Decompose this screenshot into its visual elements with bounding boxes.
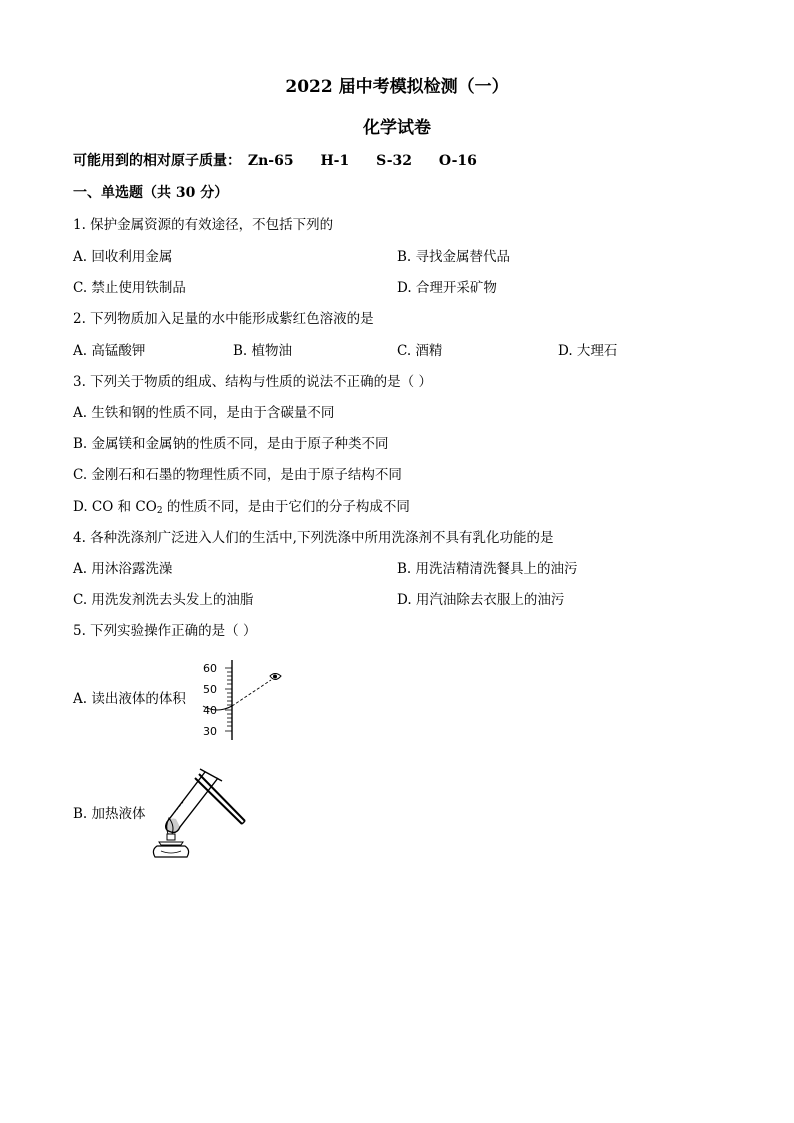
atomic-mass-h: H-1: [320, 153, 350, 169]
q3-option-c: C. 金刚石和石墨的物理性质不同，是由于原子结构不同: [73, 467, 402, 483]
q3-option-d-sub: 2: [156, 506, 163, 516]
section-title: 一、单选题（共 30 分）: [73, 185, 229, 201]
q1-option-a: A. 回收利用金属: [73, 249, 173, 265]
q4-option-b: B. 用洗洁精清洗餐具上的油污: [397, 561, 578, 577]
q1-option-c: C. 禁止使用铁制品: [73, 280, 186, 296]
test-tube: [165, 769, 222, 832]
atomic-mass-label: 可能用到的相对原子质量：: [73, 153, 241, 169]
q4-option-a: A. 用沐浴露洗澡: [73, 561, 173, 577]
graduated-cylinder-diagram: [195, 656, 295, 746]
q3-option-d: [73, 495, 410, 516]
q5-option-a: A. 读出液体的体积: [73, 691, 186, 707]
question-3-stem: 3. 下列关于物质的组成、结构与性质的说法不正确的是（ ）: [73, 374, 432, 390]
q2-option-b: B. 植物油: [233, 343, 293, 359]
question-4-stem: 4. 各种洗涤剂广泛进入人们的生活中,下列洗涤中所用洗涤剂不具有乳化功能的是: [73, 530, 554, 546]
exam-subtitle: 化学试卷: [363, 118, 431, 138]
atomic-mass-s: S-32: [376, 153, 413, 169]
cylinder-tick-30: 30: [203, 725, 217, 738]
cylinder-scale-marks: [225, 668, 232, 731]
cylinder-tick-50: 50: [203, 683, 217, 696]
q2-option-a: A. 高锰酸钾: [73, 343, 146, 359]
q2-option-d: D. 大理石: [558, 343, 618, 359]
question-1-stem: 1. 保护金属资源的有效途径，不包括下列的: [73, 217, 334, 233]
cylinder-tick-60: 60: [203, 662, 217, 675]
q3-option-d-post: 的性质不同，是由于它们的分子构成不同: [162, 499, 410, 515]
q1-option-d: D. 合理开采矿物: [397, 280, 497, 296]
q4-option-d: D. 用汽油除去衣服上的油污: [397, 592, 565, 608]
exam-title: 2022 届中考模拟检测（一）: [285, 77, 509, 97]
sight-line: [232, 680, 271, 706]
q5-option-b: B. 加热液体: [73, 806, 146, 822]
atomic-mass-o: O-16: [438, 153, 477, 169]
atomic-mass-line: [73, 150, 499, 170]
q1-option-b: B. 寻找金属替代品: [397, 249, 511, 265]
eye-icon: [270, 674, 281, 680]
cylinder-tick-40: 40: [203, 704, 217, 717]
q3-option-a: A. 生铁和钢的性质不同，是由于含碳量不同: [73, 405, 335, 421]
q3-option-d-pre: D. CO 和 CO: [73, 499, 157, 515]
question-2-stem: 2. 下列物质加入足量的水中能形成紫红色溶液的是: [73, 311, 374, 327]
q3-option-b: B. 金属镁和金属钠的性质不同，是由于原子种类不同: [73, 436, 389, 452]
q4-option-c: C. 用洗发剂洗去头发上的油脂: [73, 592, 254, 608]
q2-option-c: C. 酒精: [397, 343, 443, 359]
atomic-mass-zn: Zn-65: [247, 153, 294, 169]
heating-liquid-diagram: [145, 760, 255, 865]
question-5-stem: 5. 下列实验操作正确的是（ ）: [73, 623, 257, 639]
